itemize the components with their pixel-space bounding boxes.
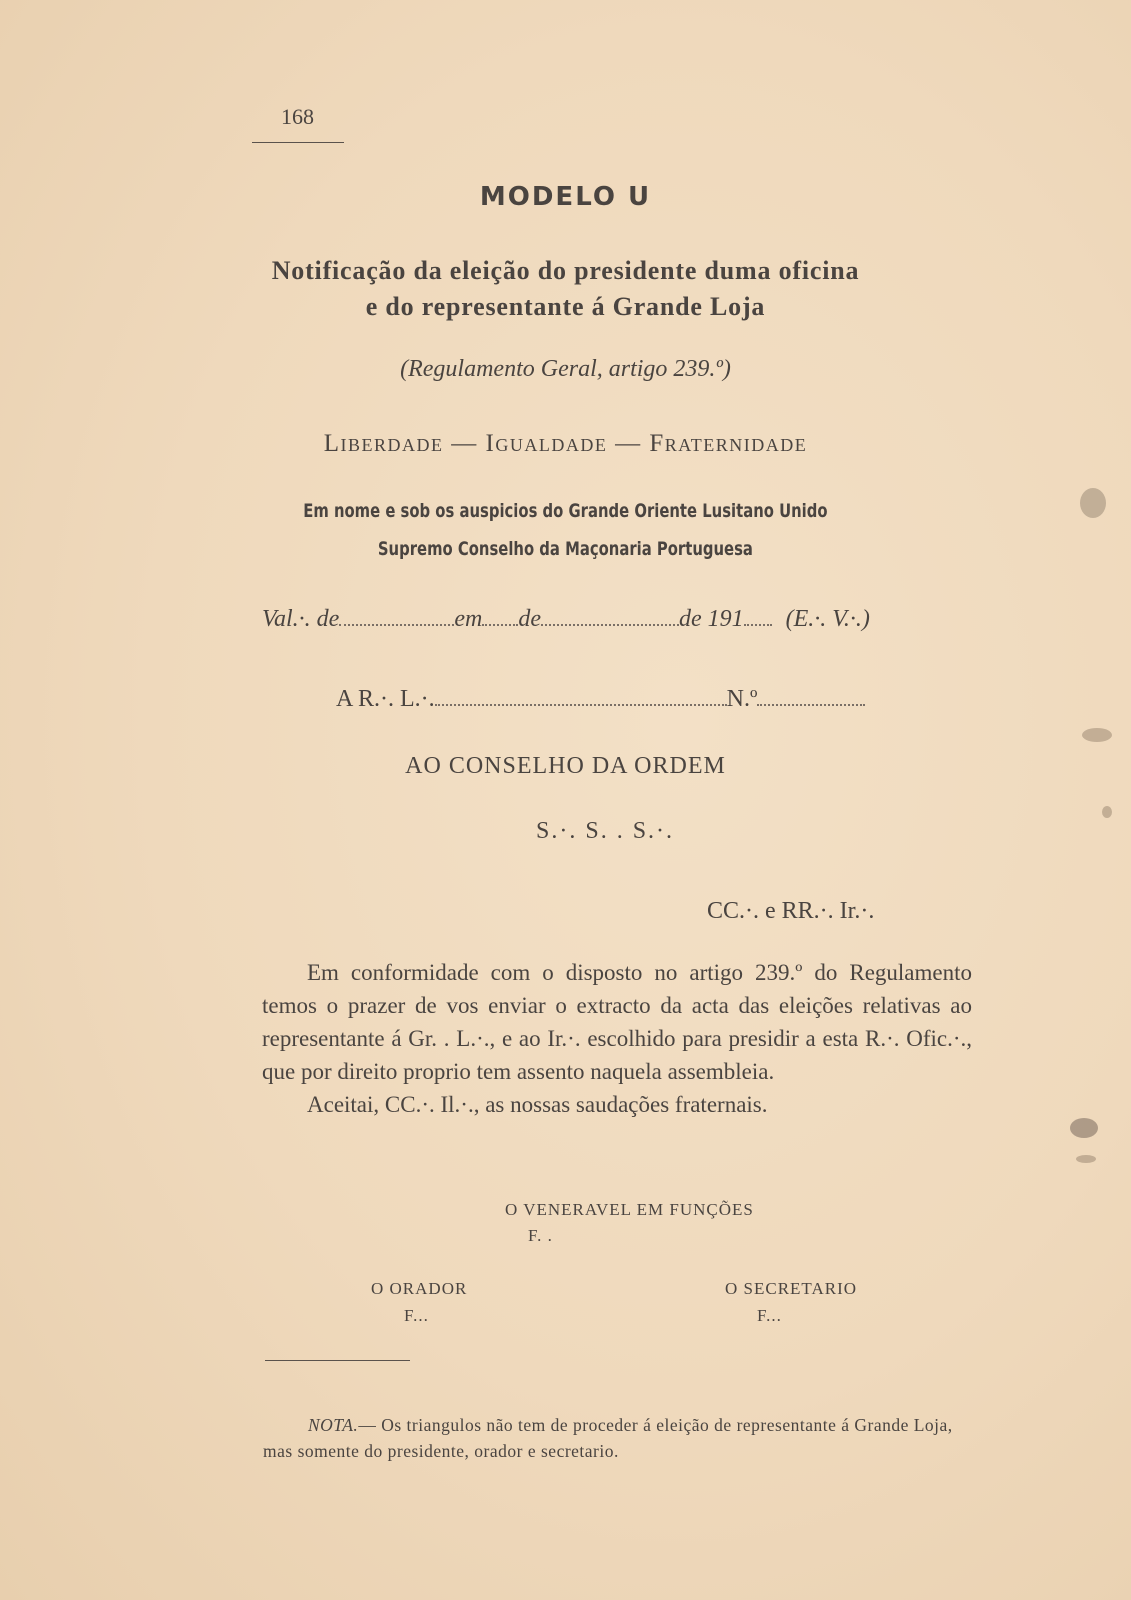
invocation-line-2: Supremo Conselho da Maçonaria Portuguesa [377,538,753,560]
blank-field-place [339,606,454,626]
footnote-paragraph [263,1412,973,1464]
em-label: em [454,606,483,632]
lodge-label: A R.·. L.·. [336,686,435,712]
venerable-abbr: F. . [528,1226,553,1245]
era-label: (E.·. V.·.) [785,606,870,632]
orator-abbr: F... [404,1306,429,1325]
note-label: NOTA. [308,1415,359,1435]
salutation: CC.·. e RR.·. Ir.·. [707,898,875,924]
footnote [263,1412,973,1464]
orator-title: O ORADOR [371,1279,468,1298]
lodge-line [336,686,865,713]
blank-field-day [482,606,518,626]
subtitle-line-1: Notificação da eleição do presidente duma oficina [271,256,860,285]
de-label-2: de [518,606,541,632]
page-number-rule [252,142,344,143]
blank-field-lodge [435,686,727,706]
body-paragraph-1: Em conformidade com o disposto no artigo 239.º do Regulamento temos o prazer de vos enviar o extracto da acta das eleições relativas ao representante á Gr. . L.·., e ao Ir.·. escolhido para presidir a esta R.·. Ofic.·., que por direito proprio tem assento naquela assembleia. [262,960,972,1084]
paper-wear-mark [1080,488,1106,518]
paper-wear-mark [1082,728,1112,742]
secretary-title: O SECRETARIO [725,1279,858,1298]
paper-wear-mark [1102,806,1112,818]
footnote-rule [265,1360,410,1361]
body-text [262,956,972,1121]
number-label: N.º [726,686,758,712]
paper-wear-mark [1070,1118,1098,1138]
addressee-heading: AO CONSELHO DA ORDEM [405,753,726,779]
subtitle-line-2: e do representante á Grande Loja [365,292,766,321]
blank-field-month [541,606,679,626]
greeting-sss: S.·. S. . S.·. [536,818,675,844]
year-label: de 191 [678,606,744,632]
invocation-line-1: Em nome e sob os auspicios do Grande Oriente Lusitano Unido [303,500,828,522]
date-line [262,606,870,633]
de-label-1: de [316,606,340,632]
blank-field-number [757,686,865,706]
body-paragraph-2: Aceitai, CC.·. Il.·., as nossas saudações fraternais. [307,1092,768,1117]
regulation-reference: (Regulamento Geral, artigo 239.º) [400,356,731,382]
motto: Liberdade — Igualdade — Fraternidade [323,430,808,457]
model-title: MODELO U [479,182,652,212]
paper-wear-mark [1076,1155,1096,1163]
venerable-title: O VENERAVEL EM FUNÇÕES [505,1200,754,1219]
note-text: — Os triangulos não tem de proceder á eleição de representante á Grande Loja, mas somente do presidente, orador e secretario. [263,1415,953,1461]
page-number: 168 [281,104,314,129]
val-label: Val.·. [262,606,311,632]
secretary-abbr: F... [757,1306,782,1325]
blank-field-year [744,606,772,626]
